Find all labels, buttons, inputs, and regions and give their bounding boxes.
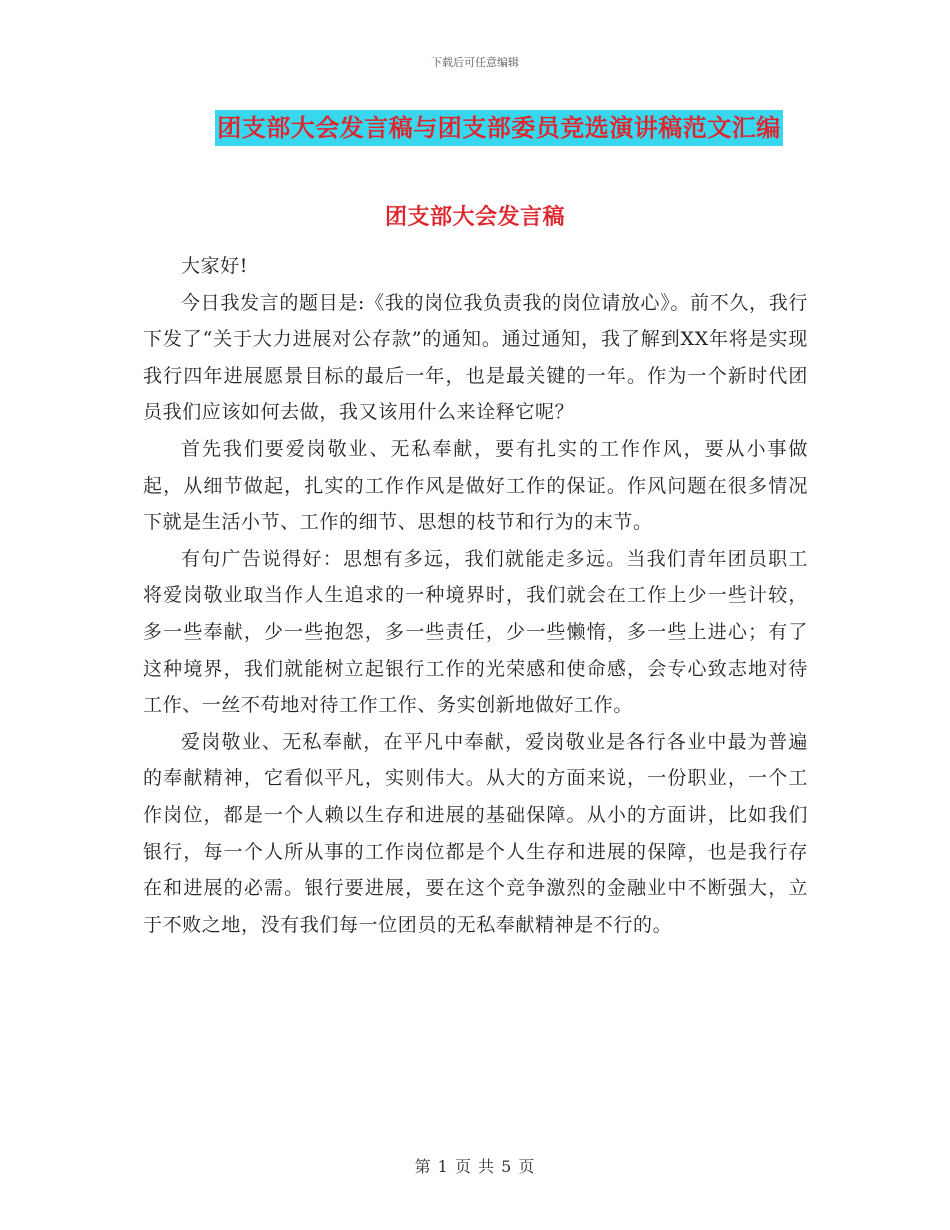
paragraph: 今日我发言的题目是:《我的岗位我负责我的岗位请放心》。前不久，我行下发了“关于大力进展对公存款”的通知。通过通知，我了解到XX年将是实现我行四年进展愿景目标的最后一年，也是最关键的一年。作为一个新时代团员我们应该如何去做，我又该用什么来诠释它呢？: [143, 291, 808, 424]
paragraph: 有句广告说得好：思想有多远，我们就能走多远。当我们青年团员职工将爱岗敬业取当作人生追求的一种境界时，我们就会在工作上少一些计较，多一些奉献，少一些抱怨，多一些责任，少一些懒惰，多一些上进心；有了这种境界，我们就能树立起银行工作的光荣感和使命感，会专心致志地对待工作、一丝不苟地对待工作工作、务实创新地做好工作。: [143, 547, 808, 717]
paragraph: 首先我们要爱岗敬业、无私奉献，要有扎实的工作作风，要从小事做起，从细节做起，扎实的工作作风是做好工作的保证。作风问题在很多情况下就是生活小节、工作的细节、思想的枝节和行为的末节。: [143, 437, 808, 534]
page-footer: 第 1 页 共 5 页: [414, 1157, 536, 1176]
document-title-container: [0, 110, 950, 146]
section-title: 团支部大会发言稿: [384, 204, 565, 230]
paragraph: 爱岗敬业、无私奉献，在平凡中奉献，爱岗敬业是各行各业中最为普遍的奉献精神，它看似平凡，实则伟大。从大的方面来说，一份职业，一个工作岗位，都是一个人赖以生存和进展的基础保障。从小的方面讲，比如我们银行，每一个人所从事的工作岗位都是个人生存和进展的保障，也是我行存在和进展的必需。银行要进展，要在这个竞争激烈的金融业中不断强大，立于不败之地，没有我们每一位团员的无私奉献精神是不行的。: [143, 730, 808, 936]
paragraph: 大家好!: [181, 255, 249, 277]
header-note: 下载后可任意编辑: [431, 56, 519, 69]
document-body: [143, 248, 808, 943]
document-title: 团支部大会发言稿与团支部委员竞选演讲稿范文汇编: [215, 110, 783, 146]
